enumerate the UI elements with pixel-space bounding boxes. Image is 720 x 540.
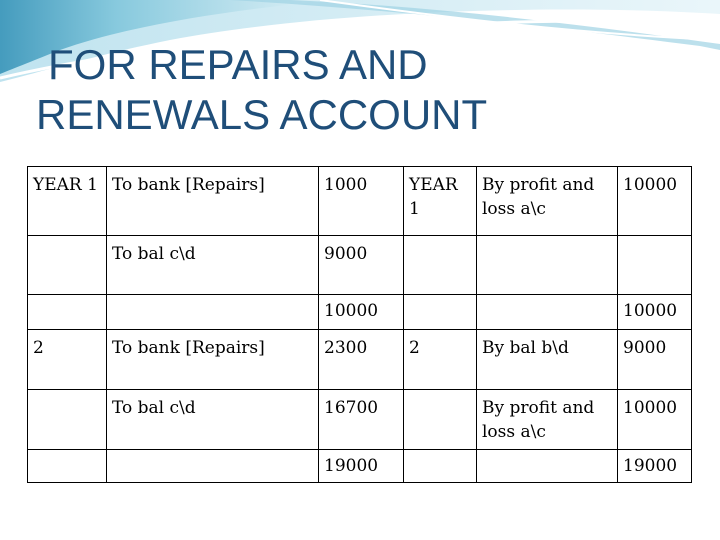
dr-particulars-cell (107, 450, 319, 483)
table-row (28, 330, 692, 390)
dr-year-cell: 2 (28, 330, 107, 390)
dr-amount-cell: 2300 (319, 330, 404, 390)
dr-year-cell (28, 390, 107, 450)
ledger-table (27, 166, 692, 483)
dr-particulars-cell (107, 295, 319, 330)
cr-total-cell: 10000 (618, 295, 692, 330)
table-row (28, 390, 692, 450)
dr-amount-cell: 16700 (319, 390, 404, 450)
cr-particulars-cell (477, 295, 618, 330)
dr-total-cell: 10000 (319, 295, 404, 330)
cr-year-cell (404, 236, 477, 295)
title-line-1: FOR REPAIRS AND (48, 41, 428, 88)
table-row (28, 167, 692, 236)
cr-amount-cell: 10000 (618, 167, 692, 236)
dr-particulars-cell: To bal c\d (107, 236, 319, 295)
dr-year-cell (28, 450, 107, 483)
cr-amount-cell (618, 236, 692, 295)
table-row (28, 450, 692, 483)
cr-year-cell (404, 390, 477, 450)
cr-year-cell (404, 295, 477, 330)
dr-total-cell: 19000 (319, 450, 404, 483)
dr-amount-cell: 1000 (319, 167, 404, 236)
cr-amount-cell: 10000 (618, 390, 692, 450)
dr-year-cell: YEAR 1 (28, 167, 107, 236)
cr-total-cell: 19000 (618, 450, 692, 483)
cr-year-cell (404, 450, 477, 483)
dr-particulars-cell: To bank [Repairs] (107, 330, 319, 390)
dr-particulars-cell: To bal c\d (107, 390, 319, 450)
dr-particulars-cell: To bank [Repairs] (107, 167, 319, 236)
cr-amount-cell: 9000 (618, 330, 692, 390)
dr-year-cell (28, 295, 107, 330)
dr-amount-cell: 9000 (319, 236, 404, 295)
cr-particulars-cell: By profit and loss a\c (477, 167, 618, 236)
table-row (28, 295, 692, 330)
cr-year-cell: YEAR 1 (404, 167, 477, 236)
cr-particulars-cell: By profit and loss a\c (477, 390, 618, 450)
cr-particulars-cell (477, 450, 618, 483)
cr-particulars-cell (477, 236, 618, 295)
page-title (36, 40, 487, 140)
table-row (28, 236, 692, 295)
dr-year-cell (28, 236, 107, 295)
title-line-2: RENEWALS ACCOUNT (36, 91, 488, 138)
cr-year-cell: 2 (404, 330, 477, 390)
cr-particulars-cell: By bal b\d (477, 330, 618, 390)
